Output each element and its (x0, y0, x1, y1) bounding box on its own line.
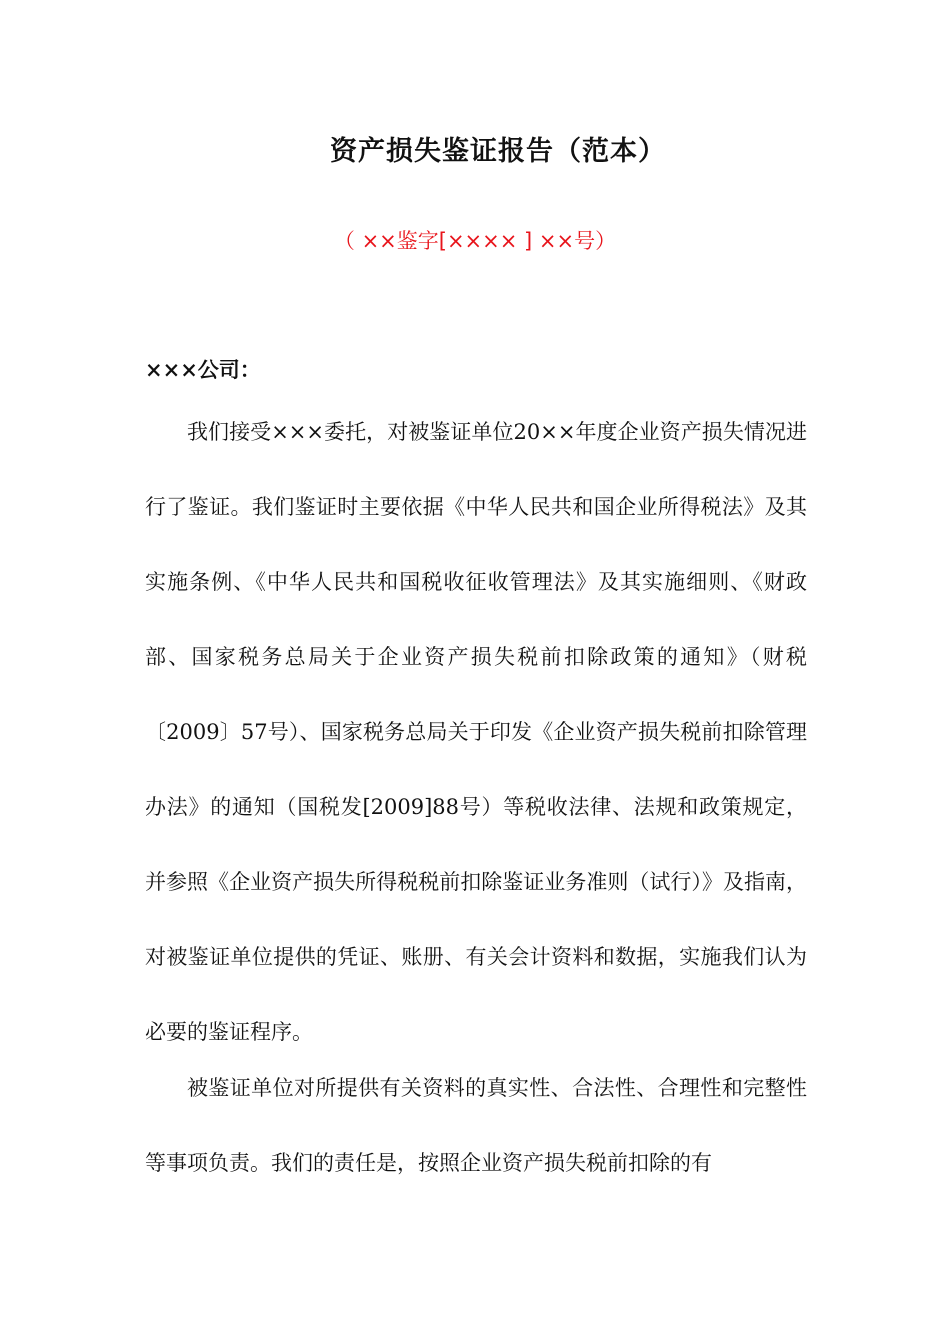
salutation: ×××公司： (145, 357, 261, 382)
document-number: （ ××鉴字[×××× ] ××号） (333, 229, 617, 253)
body-paragraph: 我们接受×××委托，对被鉴证单位20××年度企业资产损失情况进行了鉴证。我们鉴证时主要依据《中华人民共和国企业所得税法》及其实施条例、《中华人民共和国税收征收管理法》及其实施细则、《财政部、国家税务总局关于企业资产损失税前扣除政策的通知》（财税〔2009〕57号）、国家税务总局关于印发《企业资产损失税前扣除管理办法》的通知（国税发[2009]88号）等税收法律、法规和政策规定，并参照《企业资产损失所得税税前扣除鉴证业务准则（试行）》及指南，对被鉴证单位提供的凭证、账册、有关会计资料和数据，实施我们认为必要的鉴证程序。 (145, 420, 807, 1044)
document-title: 资产损失鉴证报告（范本） (330, 136, 666, 167)
body-paragraph: 被鉴证单位对所提供有关资料的真实性、合法性、合理性和完整性等事项负责。我们的责任是，按照企业资产损失税前扣除的有 (145, 1076, 807, 1175)
